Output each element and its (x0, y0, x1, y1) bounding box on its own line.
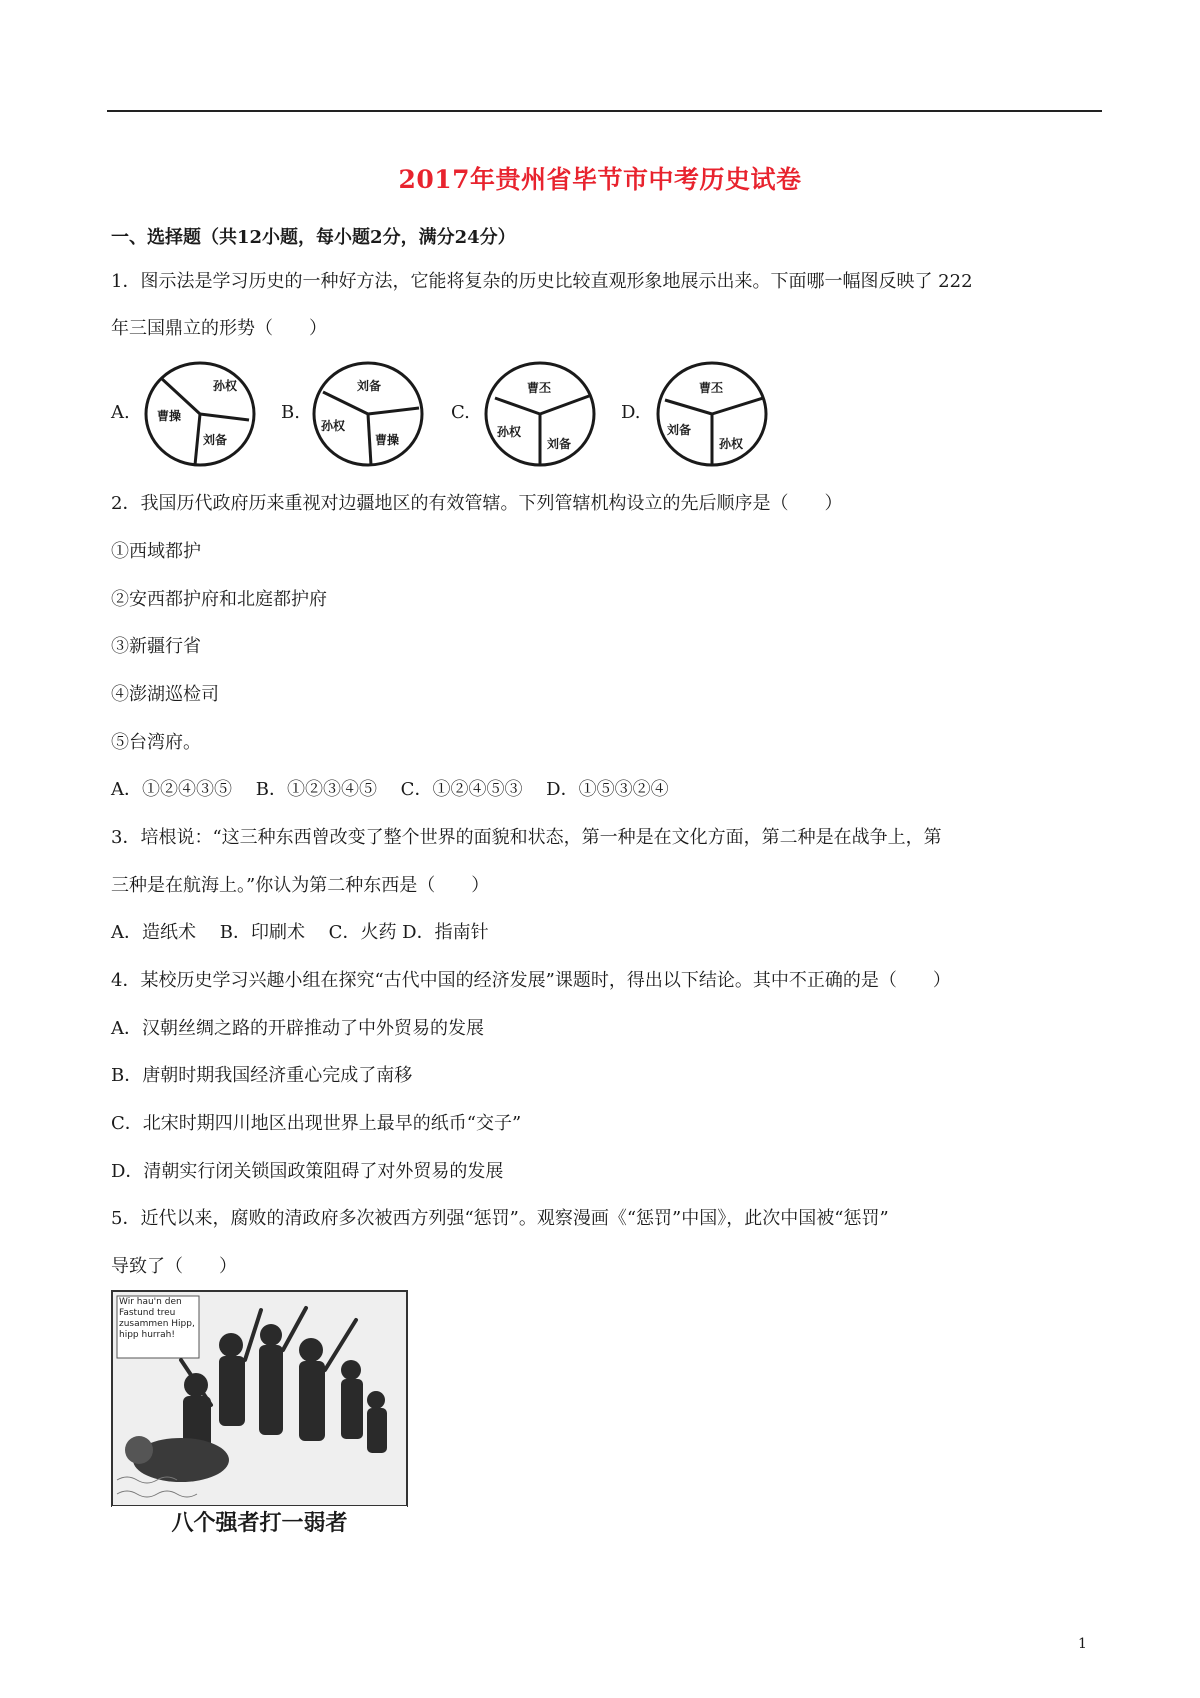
q1-stem-line2: 年三国鼎立的形势（ ） (111, 318, 327, 339)
cartoon-speech-text: Wir hau'n den Fastund treu zusammen Hipp, hipp hurrah! (119, 1297, 195, 1340)
q1-options (111, 358, 791, 470)
q1-c-label-left: 孙权 (497, 425, 522, 439)
q2-item-5: ⑤台湾府。 (111, 732, 201, 753)
q1-option-d-pie-diagram (653, 358, 771, 470)
q2-item-4: ④澎湖巡检司 (111, 684, 219, 705)
q4-option-d: D．清朝实行闭关锁国政策阻碍了对外贸易的发展 (111, 1161, 504, 1182)
q3-options: A．造纸术 B．印刷术 C．火药 D．指南针 (111, 922, 489, 943)
header-rule (107, 110, 1102, 112)
q1-a-label-right: 刘备 (203, 433, 228, 447)
q1-a-label-top: 孙权 (213, 379, 238, 393)
q5-stem-line2: 导致了（ ） (111, 1256, 237, 1277)
q2-item-1: ①西域都护 (111, 541, 201, 562)
q1-b-label-top: 刘备 (357, 379, 382, 393)
q1-option-a-letter: A. (111, 402, 130, 423)
q3-stem-line1: 3．培根说：“这三种东西曾改变了整个世界的面貌和状态，第一种是在文化方面，第二种是在战争上，第 (111, 827, 942, 848)
q1-d-label-left: 刘备 (667, 423, 692, 437)
q5-cartoon-image (111, 1290, 408, 1537)
q1-option-b-pie-diagram (309, 358, 427, 470)
q4-option-c: C．北宋时期四川地区出现世界上最早的纸币“交子” (111, 1113, 522, 1134)
q2-item-2: ②安西都护府和北庭都护府 (111, 589, 327, 610)
q1-stem-line1: 1．图示法是学习历史的一种好方法，它能将复杂的历史比较直观形象地展示出来。下面哪一幅图反映了 222 (111, 271, 973, 292)
q1-b-label-left: 孙权 (321, 419, 346, 433)
q1-a-label-left: 曹操 (157, 409, 182, 423)
q4-stem: 4．某校历史学习兴趣小组在探究“古代中国的经济发展”课题时，得出以下结论。其中不正确的是（ ） (111, 970, 951, 991)
q1-b-label-right: 曹操 (375, 433, 400, 447)
q5-stem-line1: 5．近代以来，腐败的清政府多次被西方列强“惩罚”。观察漫画《“惩罚”中国》，此次中国被“惩罚” (111, 1208, 889, 1229)
q2-options: A．①②④③⑤ B．①②③④⑤ C．①②④⑤③ D．①⑤③②④ (111, 779, 669, 800)
q1-option-b-letter: B. (281, 402, 300, 423)
q5-cartoon-caption: 八个强者打一弱者 (171, 1511, 348, 1536)
section-heading: 一、选择题（共12小题，每小题2分，满分24分） (111, 227, 516, 248)
page-number: 1 (1078, 1636, 1087, 1652)
q1-option-c-pie-diagram (481, 358, 599, 470)
q1-option-d-letter: D. (621, 402, 641, 423)
q1-option-a-pie-diagram (141, 358, 259, 470)
q1-d-label-right: 孙权 (719, 437, 744, 451)
q3-stem-line2: 三种是在航海上。”你认为第二种东西是（ ） (111, 875, 490, 896)
q4-option-b: B．唐朝时期我国经济重心完成了南移 (111, 1065, 413, 1086)
q1-d-label-top: 曹丕 (699, 381, 724, 395)
q1-c-label-top: 曹丕 (527, 381, 552, 395)
q1-option-c-letter: C. (451, 402, 470, 423)
q2-item-3: ③新疆行省 (111, 636, 201, 657)
q2-stem: 2．我国历代政府历来重视对边疆地区的有效管辖。下列管辖机构设立的先后顺序是（ ） (111, 493, 843, 514)
q1-c-label-right: 刘备 (547, 437, 572, 451)
q4-option-a: A．汉朝丝绸之路的开辟推动了中外贸易的发展 (111, 1018, 484, 1039)
page-title: 2017年贵州省毕节市中考历史试卷 (398, 165, 802, 194)
